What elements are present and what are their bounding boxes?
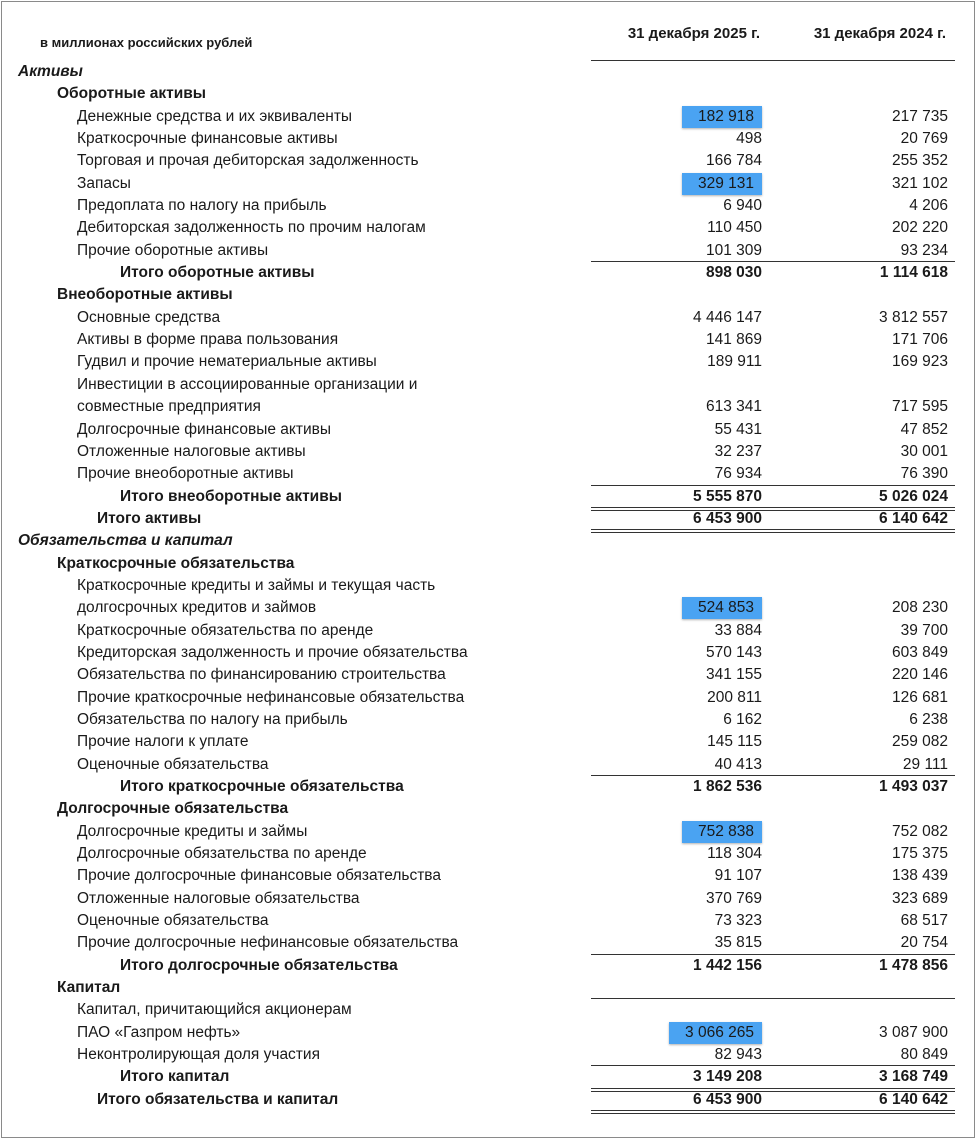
row-label: Краткосрочные обязательства по аренде — [77, 621, 374, 639]
value-2025: 1 862 536 — [693, 778, 762, 795]
value-2024: 1 478 856 — [879, 956, 948, 974]
value-2024: 323 689 — [891, 889, 948, 907]
value-2025: 3 066 265 — [669, 1022, 762, 1044]
value-2025: 182 918 — [682, 106, 762, 128]
double-underline-rule — [591, 1110, 955, 1114]
subtotal-row — [0, 776, 976, 798]
table-row — [0, 620, 976, 642]
value-2024: 6 140 642 — [879, 509, 948, 527]
table-row — [0, 173, 976, 195]
group-row — [0, 798, 976, 820]
value-2025: 200 811 — [707, 688, 762, 706]
table-row — [0, 150, 976, 172]
value-2024: 30 001 — [900, 442, 948, 460]
row-label: Итого краткосрочные обязательства — [120, 778, 404, 795]
value-2025: 6 453 900 — [693, 509, 762, 527]
value-2025: 55 431 — [714, 420, 762, 438]
row-label: Обязательства по налогу на прибыль — [77, 710, 348, 728]
table-row — [0, 307, 976, 329]
table-row — [0, 865, 976, 887]
value-2025: 40 413 — [714, 755, 762, 773]
table-row — [0, 910, 976, 932]
value-2025: 5 555 870 — [693, 487, 762, 505]
value-2025: 91 107 — [714, 867, 762, 885]
value-2024: 138 439 — [891, 867, 948, 885]
value-2024: 68 517 — [900, 912, 948, 930]
subtotal-row — [0, 1066, 976, 1088]
row-label: Запасы — [77, 174, 131, 192]
row-label: Торговая и прочая дебиторская задолженность — [77, 152, 419, 170]
row-label: Отложенные налоговые обязательства — [77, 889, 360, 907]
table-row — [0, 329, 976, 351]
value-2024: 220 146 — [891, 666, 948, 684]
value-2025: 189 911 — [707, 353, 762, 371]
table-row — [0, 888, 976, 910]
table-row — [0, 419, 976, 441]
value-2025: 33 884 — [714, 621, 762, 639]
value-2024: 752 082 — [891, 822, 948, 840]
row-label: Прочие оборотные активы — [77, 241, 269, 259]
subtotal-row — [0, 262, 976, 284]
row-label: Долгосрочные финансовые активы — [77, 420, 331, 438]
row-label: Итого долгосрочные обязательства — [120, 956, 398, 974]
value-2025: 141 869 — [705, 331, 762, 349]
table-row — [0, 687, 976, 709]
value-2024: 4 206 — [909, 197, 948, 215]
value-2024: 3 087 900 — [879, 1023, 948, 1041]
value-2025: 370 769 — [705, 889, 762, 907]
row-label: Гудвил и прочие нематериальные активы — [77, 353, 377, 371]
unit-label: в миллионах российских рублей — [40, 35, 253, 50]
table-row — [0, 999, 976, 1021]
row-label: Итого внеоборотные активы — [120, 487, 342, 505]
value-2025: 4 446 147 — [693, 308, 762, 326]
value-2025: 752 838 — [682, 821, 762, 843]
subtotal-row — [0, 955, 976, 977]
value-2025: 101 309 — [705, 241, 762, 259]
row-label: Оценочные обязательства — [77, 755, 269, 773]
row-label: Неконтролирующая доля участия — [77, 1046, 320, 1064]
row-label: Итого капитал — [120, 1068, 230, 1086]
value-2025: 898 030 — [705, 264, 762, 282]
table-row — [0, 1044, 976, 1066]
value-2025: 524 853 — [682, 597, 762, 619]
value-2025: 82 943 — [714, 1046, 762, 1064]
value-2025: 570 143 — [705, 643, 762, 661]
row-label: Прочие долгосрочные нефинансовые обязательства — [77, 934, 459, 952]
value-2025: 145 115 — [707, 733, 762, 751]
table-row — [0, 1022, 976, 1044]
total-row — [0, 508, 976, 530]
value-2025: 118 304 — [707, 845, 762, 863]
value-2025: 6 453 900 — [693, 1090, 762, 1108]
row-label: Итого активы — [97, 509, 202, 527]
group-row — [0, 977, 976, 999]
value-2024: 169 923 — [891, 353, 948, 371]
row-label: Краткосрочные финансовые активы — [77, 130, 338, 148]
column-header-2024: 31 декабря 2024 г. — [813, 25, 946, 42]
value-2024: 29 111 — [902, 755, 948, 773]
row-label: Активы — [18, 63, 83, 80]
row-label: Основные средства — [77, 308, 221, 326]
row-label: Обязательства по финансированию строительства — [77, 666, 446, 684]
value-2024: 80 849 — [900, 1046, 948, 1064]
value-2024: 93 234 — [900, 241, 948, 259]
row-label: Долгосрочные кредиты и займы — [77, 822, 308, 840]
row-label: долгосрочных кредитов и займов — [77, 599, 317, 617]
row-label: Итого оборотные активы — [120, 264, 315, 282]
row-label: Прочие внеоборотные активы — [77, 465, 294, 483]
table-row — [0, 240, 976, 262]
value-2024: 5 026 024 — [879, 487, 948, 505]
value-2024: 321 102 — [891, 174, 948, 192]
row-label: Долгосрочные обязательства — [57, 800, 289, 818]
value-2024: 1 493 037 — [879, 778, 948, 795]
table-row — [0, 106, 976, 128]
group-row — [0, 553, 976, 575]
table-row — [0, 195, 976, 217]
value-2025: 1 442 156 — [693, 956, 762, 974]
value-2024: 3 812 557 — [879, 308, 948, 326]
column-header-2025: 31 декабря 2025 г. — [627, 25, 760, 42]
row-label: Отложенные налоговые активы — [77, 442, 306, 460]
row-label: Краткосрочные обязательства — [57, 554, 295, 572]
row-label: Оборотные активы — [57, 85, 207, 103]
table-row — [0, 396, 976, 418]
table-row — [0, 709, 976, 731]
value-2025: 498 — [736, 130, 762, 148]
value-2024: 1 114 618 — [879, 264, 948, 282]
table-row — [0, 463, 976, 485]
value-2025: 341 155 — [705, 666, 762, 684]
value-2024: 20 754 — [900, 934, 948, 952]
total-row — [0, 1089, 976, 1111]
value-2024: 208 230 — [891, 599, 948, 617]
table-row — [0, 128, 976, 150]
table-row — [0, 642, 976, 664]
row-label: Капитал, причитающийся акционерам — [77, 1001, 352, 1019]
row-label: Итого обязательства и капитал — [97, 1090, 339, 1108]
value-2024: 259 082 — [891, 733, 948, 751]
table-row — [0, 932, 976, 954]
row-label: Долгосрочные обязательства по аренде — [77, 845, 367, 863]
row-label: Дебиторская задолженность по прочим налогам — [77, 219, 426, 237]
value-2024: 47 852 — [900, 420, 948, 438]
row-label: Предоплата по налогу на прибыль — [77, 197, 327, 215]
table-row — [0, 821, 976, 843]
row-label: ПАО «Газпром нефть» — [77, 1023, 241, 1041]
value-2024: 171 706 — [891, 331, 948, 349]
value-2025: 166 784 — [705, 152, 762, 170]
value-2025: 6 162 — [723, 710, 762, 728]
row-label: Денежные средства и их эквиваленты — [77, 107, 353, 125]
table-row — [0, 664, 976, 686]
value-2024: 76 390 — [900, 465, 948, 483]
table-row — [0, 843, 976, 865]
row-label: Оценочные обязательства — [77, 912, 269, 930]
value-2025: 3 149 208 — [693, 1068, 762, 1086]
row-label: Краткосрочные кредиты и займы и текущая часть — [77, 576, 436, 594]
section-row — [0, 530, 976, 552]
table-row — [0, 374, 976, 396]
value-2024: 6 238 — [909, 710, 948, 728]
value-2024: 20 769 — [900, 130, 948, 148]
table-row — [0, 441, 976, 463]
row-label: Обязательства и капитал — [18, 532, 233, 550]
table-row — [0, 217, 976, 239]
value-2024: 217 735 — [891, 107, 948, 125]
value-2024: 175 375 — [891, 845, 948, 863]
value-2024: 126 681 — [891, 688, 948, 706]
balance-sheet-table — [0, 61, 976, 1111]
value-2024: 3 168 749 — [879, 1068, 948, 1086]
table-row — [0, 351, 976, 373]
table-row — [0, 754, 976, 776]
row-label: Активы в форме права пользования — [77, 331, 339, 349]
section-row — [0, 61, 976, 83]
row-label: Внеоборотные активы — [57, 286, 233, 304]
row-label: совместные предприятия — [77, 398, 261, 416]
group-row — [0, 83, 976, 105]
value-2024: 603 849 — [891, 643, 948, 661]
value-2024: 717 595 — [891, 398, 948, 416]
value-2025: 32 237 — [714, 442, 762, 460]
value-2025: 73 323 — [714, 912, 762, 930]
value-2025: 35 815 — [714, 934, 762, 952]
value-2024: 255 352 — [891, 152, 948, 170]
row-label: Капитал — [57, 979, 121, 997]
table-row — [0, 575, 976, 597]
table-row — [0, 731, 976, 753]
value-2024: 6 140 642 — [879, 1090, 948, 1108]
value-2025: 110 450 — [707, 219, 762, 237]
value-2024: 202 220 — [891, 219, 948, 237]
group-row — [0, 284, 976, 306]
value-2024: 39 700 — [900, 621, 948, 639]
subtotal-row — [0, 486, 976, 508]
value-2025: 76 934 — [714, 465, 762, 483]
row-label: Прочие налоги к уплате — [77, 733, 249, 751]
row-label: Кредиторская задолженность и прочие обязательства — [77, 643, 468, 661]
row-label: Прочие долгосрочные финансовые обязательства — [77, 867, 441, 885]
value-2025: 6 940 — [723, 197, 762, 215]
row-label: Прочие краткосрочные нефинансовые обязательства — [77, 688, 465, 706]
table-row — [0, 597, 976, 619]
row-label: Инвестиции в ассоциированные организации и — [77, 375, 418, 393]
value-2025: 613 341 — [705, 398, 762, 416]
value-2025: 329 131 — [682, 173, 762, 195]
